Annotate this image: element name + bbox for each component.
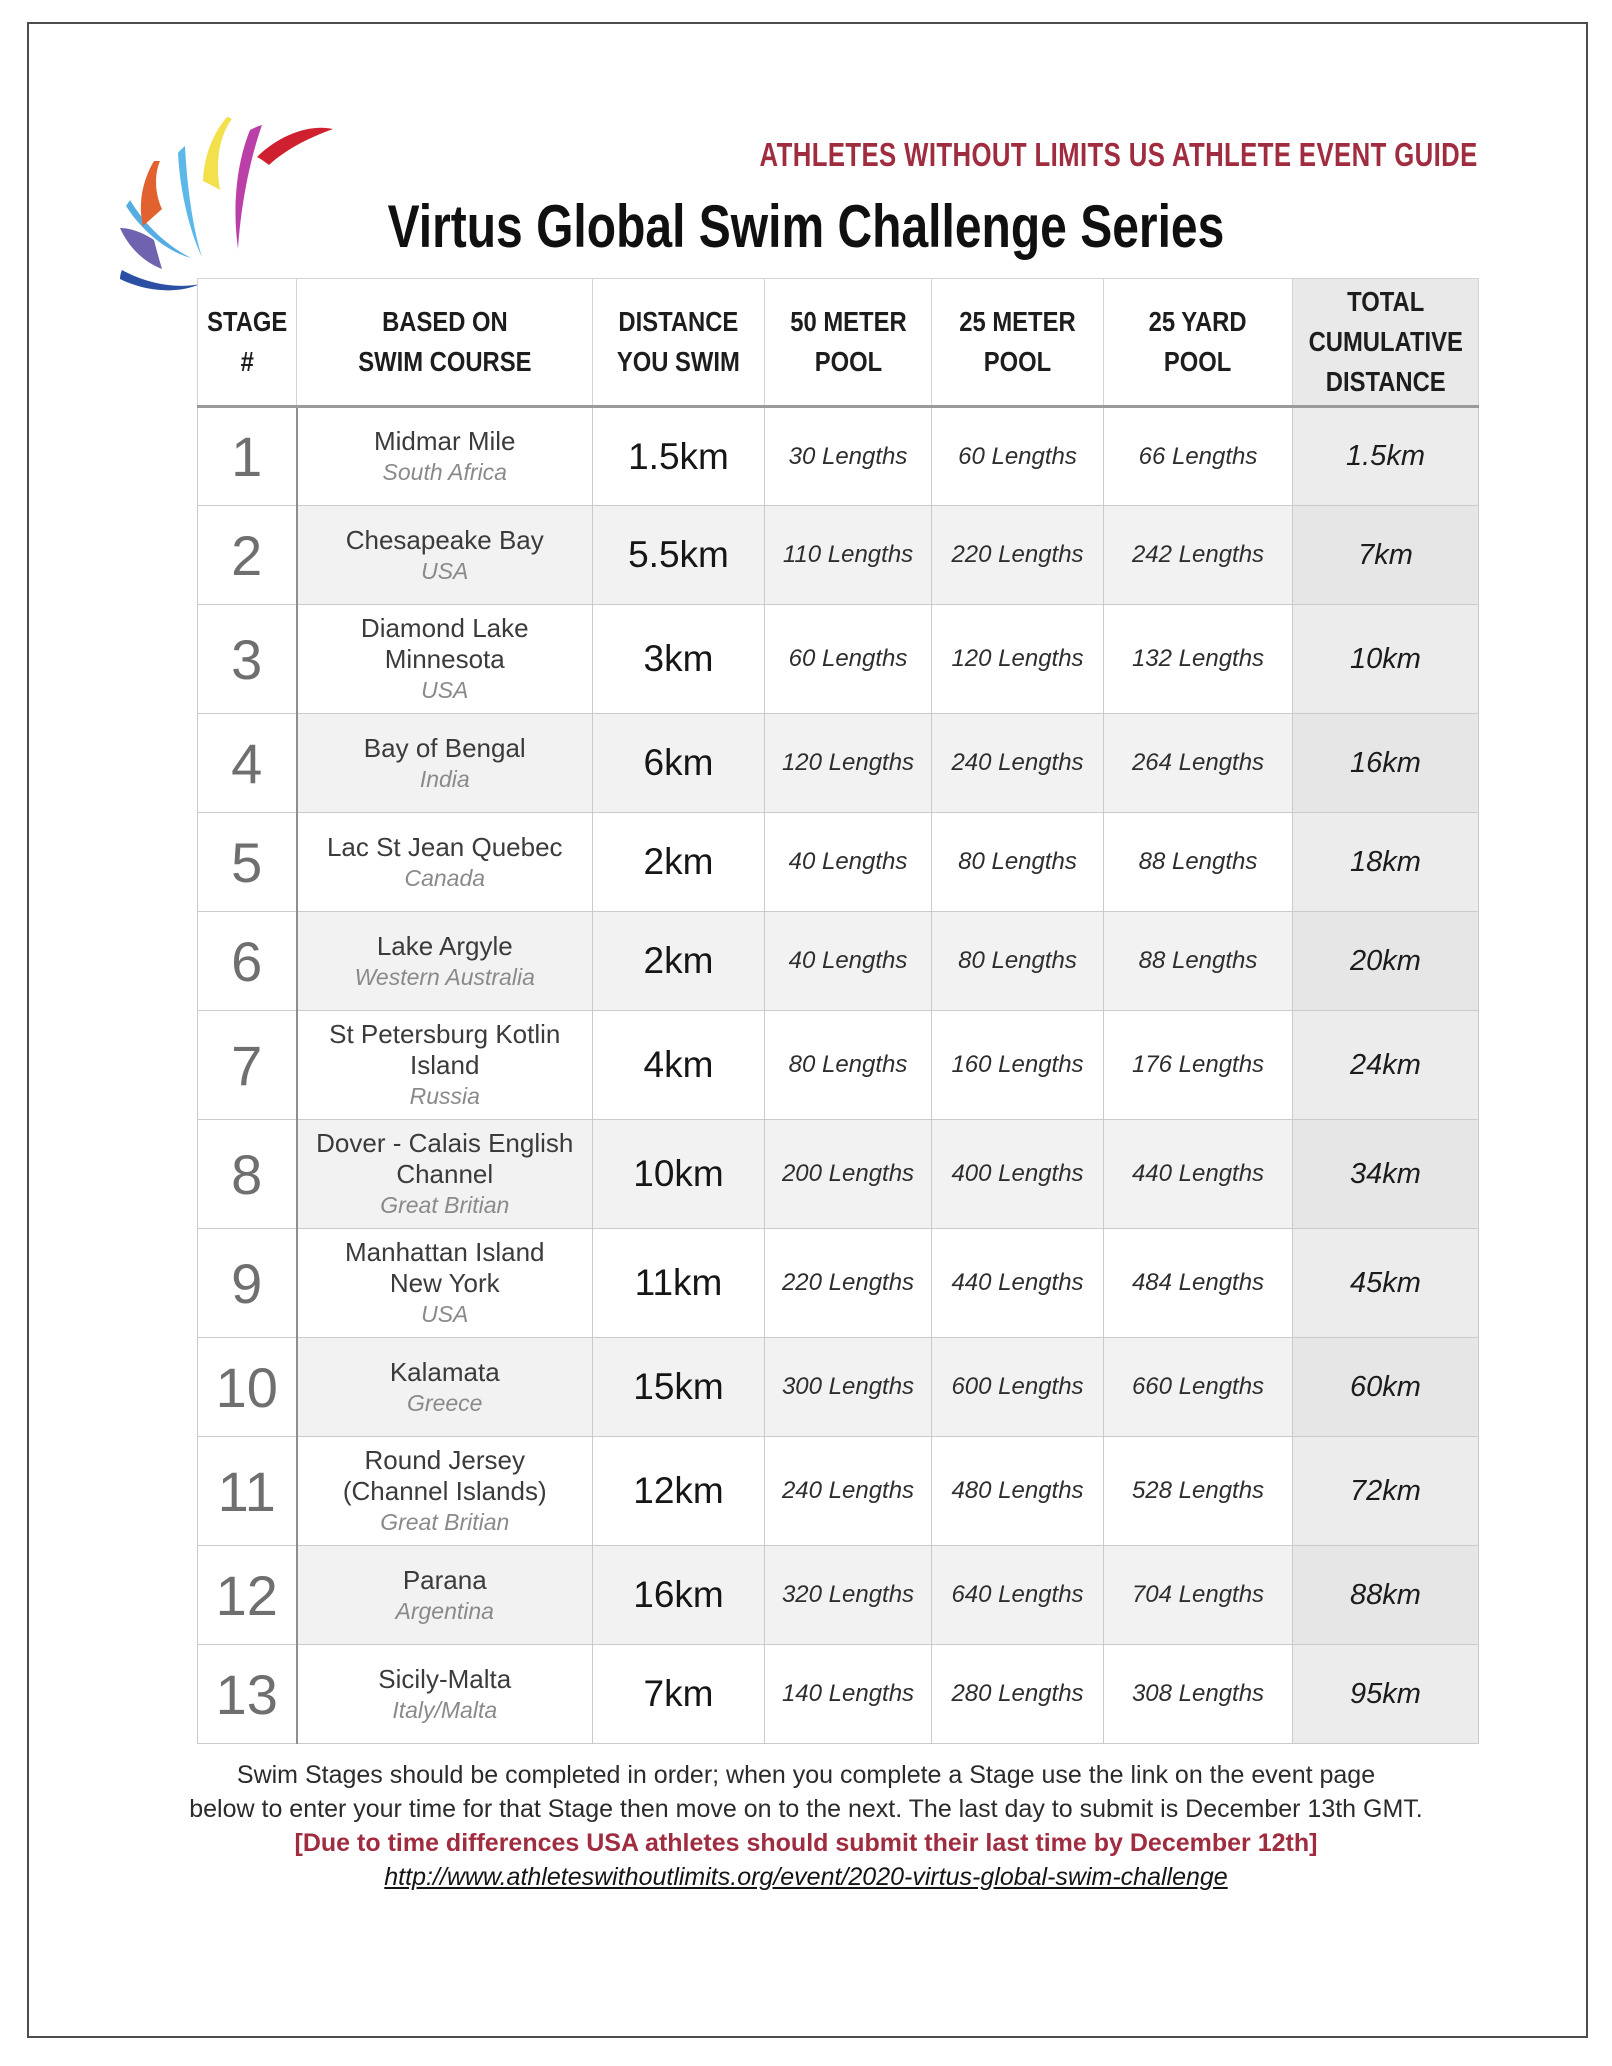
pool-50m-lengths: 120 Lengths [765, 714, 932, 813]
pool-25yd-lengths: 176 Lengths [1104, 1011, 1293, 1120]
total-cumulative-distance: 1.5km [1293, 407, 1479, 506]
stage-row-13 [198, 1645, 1479, 1744]
swim-course [297, 912, 593, 1011]
distance-you-swim: 2km [593, 813, 765, 912]
course-name: Lake Argyle [376, 930, 513, 961]
course-country: USA [421, 557, 469, 584]
pool-25m-lengths: 400 Lengths [932, 1120, 1104, 1229]
pool-25yd-lengths: 264 Lengths [1104, 714, 1293, 813]
pool-25yd-lengths: 308 Lengths [1104, 1645, 1293, 1744]
stage-number: 3 [198, 605, 297, 714]
pool-25yd-lengths: 528 Lengths [1104, 1437, 1293, 1546]
swim-course [297, 407, 593, 506]
pool-25m-lengths: 80 Lengths [932, 912, 1104, 1011]
stage-row-12 [198, 1546, 1479, 1645]
stage-number: 9 [198, 1229, 297, 1338]
swim-course [297, 714, 593, 813]
course-country: Western Australia [354, 963, 535, 990]
stage-row-6 [198, 912, 1479, 1011]
course-country: USA [421, 1301, 469, 1327]
pool-50m-lengths: 300 Lengths [765, 1338, 932, 1437]
pool-25m-lengths: 160 Lengths [932, 1011, 1104, 1120]
pool-25yd-lengths: 132 Lengths [1104, 605, 1293, 714]
swim-course [297, 1229, 593, 1338]
column-header-pool50m: 50 METER POOL [765, 279, 932, 407]
swim-course [297, 1011, 593, 1120]
course-name: St Petersburg Kotlin Island [329, 1019, 561, 1080]
pool-25m-lengths: 640 Lengths [932, 1546, 1104, 1645]
total-cumulative-distance: 88km [1293, 1546, 1479, 1645]
course-name: Sicily-Malta [378, 1663, 512, 1694]
pool-50m-lengths: 40 Lengths [765, 813, 932, 912]
stage-number: 1 [198, 407, 297, 506]
pool-25m-lengths: 440 Lengths [932, 1229, 1104, 1338]
course-name: Parana [402, 1564, 487, 1595]
pool-25m-lengths: 60 Lengths [932, 407, 1104, 506]
column-header-total: TOTAL CUMULATIVE DISTANCE [1293, 279, 1479, 407]
course-name: Chesapeake Bay [345, 524, 544, 555]
logo-stroke-red [257, 128, 333, 165]
total-cumulative-distance: 34km [1293, 1120, 1479, 1229]
course-name: Round Jersey (Channel Islands) [342, 1445, 547, 1506]
course-name: Manhattan Island New York [345, 1237, 545, 1298]
distance-you-swim: 10km [593, 1120, 765, 1229]
distance-you-swim: 15km [593, 1338, 765, 1437]
swim-course [297, 1120, 593, 1229]
distance-you-swim: 12km [593, 1437, 765, 1546]
swim-course [297, 1338, 593, 1437]
distance-you-swim: 7km [593, 1645, 765, 1744]
course-name: Midmar Mile [373, 426, 516, 456]
stage-row-10 [198, 1338, 1479, 1437]
stage-row-1 [198, 407, 1479, 506]
column-header-course: BASED ON SWIM COURSE [297, 279, 593, 407]
course-name: Kalamata [389, 1356, 500, 1387]
pool-25m-lengths: 220 Lengths [932, 506, 1104, 605]
pool-50m-lengths: 140 Lengths [765, 1645, 932, 1744]
pool-25yd-lengths: 88 Lengths [1104, 813, 1293, 912]
logo-stroke-yellow [203, 117, 232, 190]
course-name: Bay of Bengal [363, 732, 526, 763]
pool-25yd-lengths: 88 Lengths [1104, 912, 1293, 1011]
swim-challenge-table [197, 278, 1479, 1744]
stage-number: 13 [198, 1645, 297, 1744]
total-cumulative-distance: 7km [1293, 506, 1479, 605]
stage-row-8 [198, 1120, 1479, 1229]
total-cumulative-distance: 20km [1293, 912, 1479, 1011]
stage-row-9 [198, 1229, 1479, 1338]
total-cumulative-distance: 10km [1293, 605, 1479, 714]
course-name: Dover - Calais English Channel [316, 1128, 574, 1189]
distance-you-swim: 1.5km [593, 407, 765, 506]
column-header-pool25m: 25 METER POOL [932, 279, 1104, 407]
stage-row-4 [198, 714, 1479, 813]
pool-25yd-lengths: 660 Lengths [1104, 1338, 1293, 1437]
table-header-row [198, 279, 1479, 407]
page-title [0, 193, 1612, 260]
course-country: Great Britian [380, 1192, 510, 1218]
logo-stroke-dark-blue [120, 270, 200, 290]
course-country: Russia [409, 1083, 480, 1109]
pool-50m-lengths: 240 Lengths [765, 1437, 932, 1546]
event-page-link[interactable]: http://www.athleteswithoutlimits.org/event/2020-virtus-global-swim-challenge [384, 1863, 1228, 1891]
pool-50m-lengths: 30 Lengths [765, 407, 932, 506]
distance-you-swim: 2km [593, 912, 765, 1011]
page-title-text: Virtus Global Swim Challenge Series [387, 193, 1225, 260]
distance-you-swim: 16km [593, 1546, 765, 1645]
course-country: USA [421, 677, 469, 703]
event-guide-label: ATHLETES WITHOUT LIMITS US ATHLETE EVENT GUIDE [759, 136, 1478, 173]
stage-number: 11 [198, 1437, 297, 1546]
footer [0, 1758, 1612, 1894]
total-cumulative-distance: 72km [1293, 1437, 1479, 1546]
stage-number: 10 [198, 1338, 297, 1437]
total-cumulative-distance: 24km [1293, 1011, 1479, 1120]
total-cumulative-distance: 18km [1293, 813, 1479, 912]
stage-number: 5 [198, 813, 297, 912]
pool-25m-lengths: 120 Lengths [932, 605, 1104, 714]
total-cumulative-distance: 16km [1293, 714, 1479, 813]
distance-you-swim: 6km [593, 714, 765, 813]
distance-you-swim: 3km [593, 605, 765, 714]
pool-50m-lengths: 80 Lengths [765, 1011, 932, 1120]
stage-row-11 [198, 1437, 1479, 1546]
distance-you-swim: 11km [593, 1229, 765, 1338]
course-country: South Africa [382, 459, 507, 485]
stage-number: 2 [198, 506, 297, 605]
pool-25yd-lengths: 484 Lengths [1104, 1229, 1293, 1338]
swim-course [297, 813, 593, 912]
pool-25yd-lengths: 242 Lengths [1104, 506, 1293, 605]
stage-row-7 [198, 1011, 1479, 1120]
swim-course [297, 1645, 593, 1744]
footer-instructions-line1: Swim Stages should be completed in order; when you complete a Stage use the link on the event page [236, 1761, 1376, 1789]
column-header-pool25y: 25 YARD POOL [1104, 279, 1293, 407]
pool-50m-lengths: 60 Lengths [765, 605, 932, 714]
stage-number: 8 [198, 1120, 297, 1229]
table-body [198, 407, 1479, 1744]
pool-25m-lengths: 240 Lengths [932, 714, 1104, 813]
total-cumulative-distance: 95km [1293, 1645, 1479, 1744]
stage-row-5 [198, 813, 1479, 912]
pool-25m-lengths: 280 Lengths [932, 1645, 1104, 1744]
course-country: Canada [404, 864, 486, 891]
pool-25m-lengths: 600 Lengths [932, 1338, 1104, 1437]
pool-25yd-lengths: 66 Lengths [1104, 407, 1293, 506]
pool-25m-lengths: 80 Lengths [932, 813, 1104, 912]
pool-50m-lengths: 220 Lengths [765, 1229, 932, 1338]
stage-row-2 [198, 506, 1479, 605]
footer-deadline-notice: [Due to time differences USA athletes should submit their last time by December 12th] [294, 1829, 1318, 1857]
swim-course [297, 506, 593, 605]
pool-50m-lengths: 40 Lengths [765, 912, 932, 1011]
pool-50m-lengths: 110 Lengths [765, 506, 932, 605]
stage-number: 6 [198, 912, 297, 1011]
distance-you-swim: 5.5km [593, 506, 765, 605]
pool-25yd-lengths: 704 Lengths [1104, 1546, 1293, 1645]
pool-25m-lengths: 480 Lengths [932, 1437, 1104, 1546]
pool-50m-lengths: 320 Lengths [765, 1546, 932, 1645]
distance-you-swim: 4km [593, 1011, 765, 1120]
pool-25yd-lengths: 440 Lengths [1104, 1120, 1293, 1229]
stage-number: 7 [198, 1011, 297, 1120]
column-header-stage: STAGE # [198, 279, 297, 407]
stage-row-3 [198, 605, 1479, 714]
total-cumulative-distance: 45km [1293, 1229, 1479, 1338]
swim-course [297, 1546, 593, 1645]
course-country: Great Britian [380, 1509, 510, 1535]
column-header-distance: DISTANCE YOU SWIM [593, 279, 765, 407]
stage-number: 12 [198, 1546, 297, 1645]
course-name: Lac St Jean Quebec [326, 831, 563, 862]
total-cumulative-distance: 60km [1293, 1338, 1479, 1437]
course-country: Italy/Malta [392, 1696, 498, 1723]
pool-50m-lengths: 200 Lengths [765, 1120, 932, 1229]
course-country: Argentina [395, 1597, 494, 1624]
swim-course [297, 1437, 593, 1546]
stage-number: 4 [198, 714, 297, 813]
course-country: India [419, 765, 470, 792]
course-country: Greece [407, 1389, 483, 1416]
footer-instructions-line2: below to enter your time for that Stage then move on to the next. The last day to submit is December 13th GMT. [189, 1795, 1423, 1823]
swim-course [297, 605, 593, 714]
course-name: Diamond Lake Minnesota [360, 613, 529, 674]
